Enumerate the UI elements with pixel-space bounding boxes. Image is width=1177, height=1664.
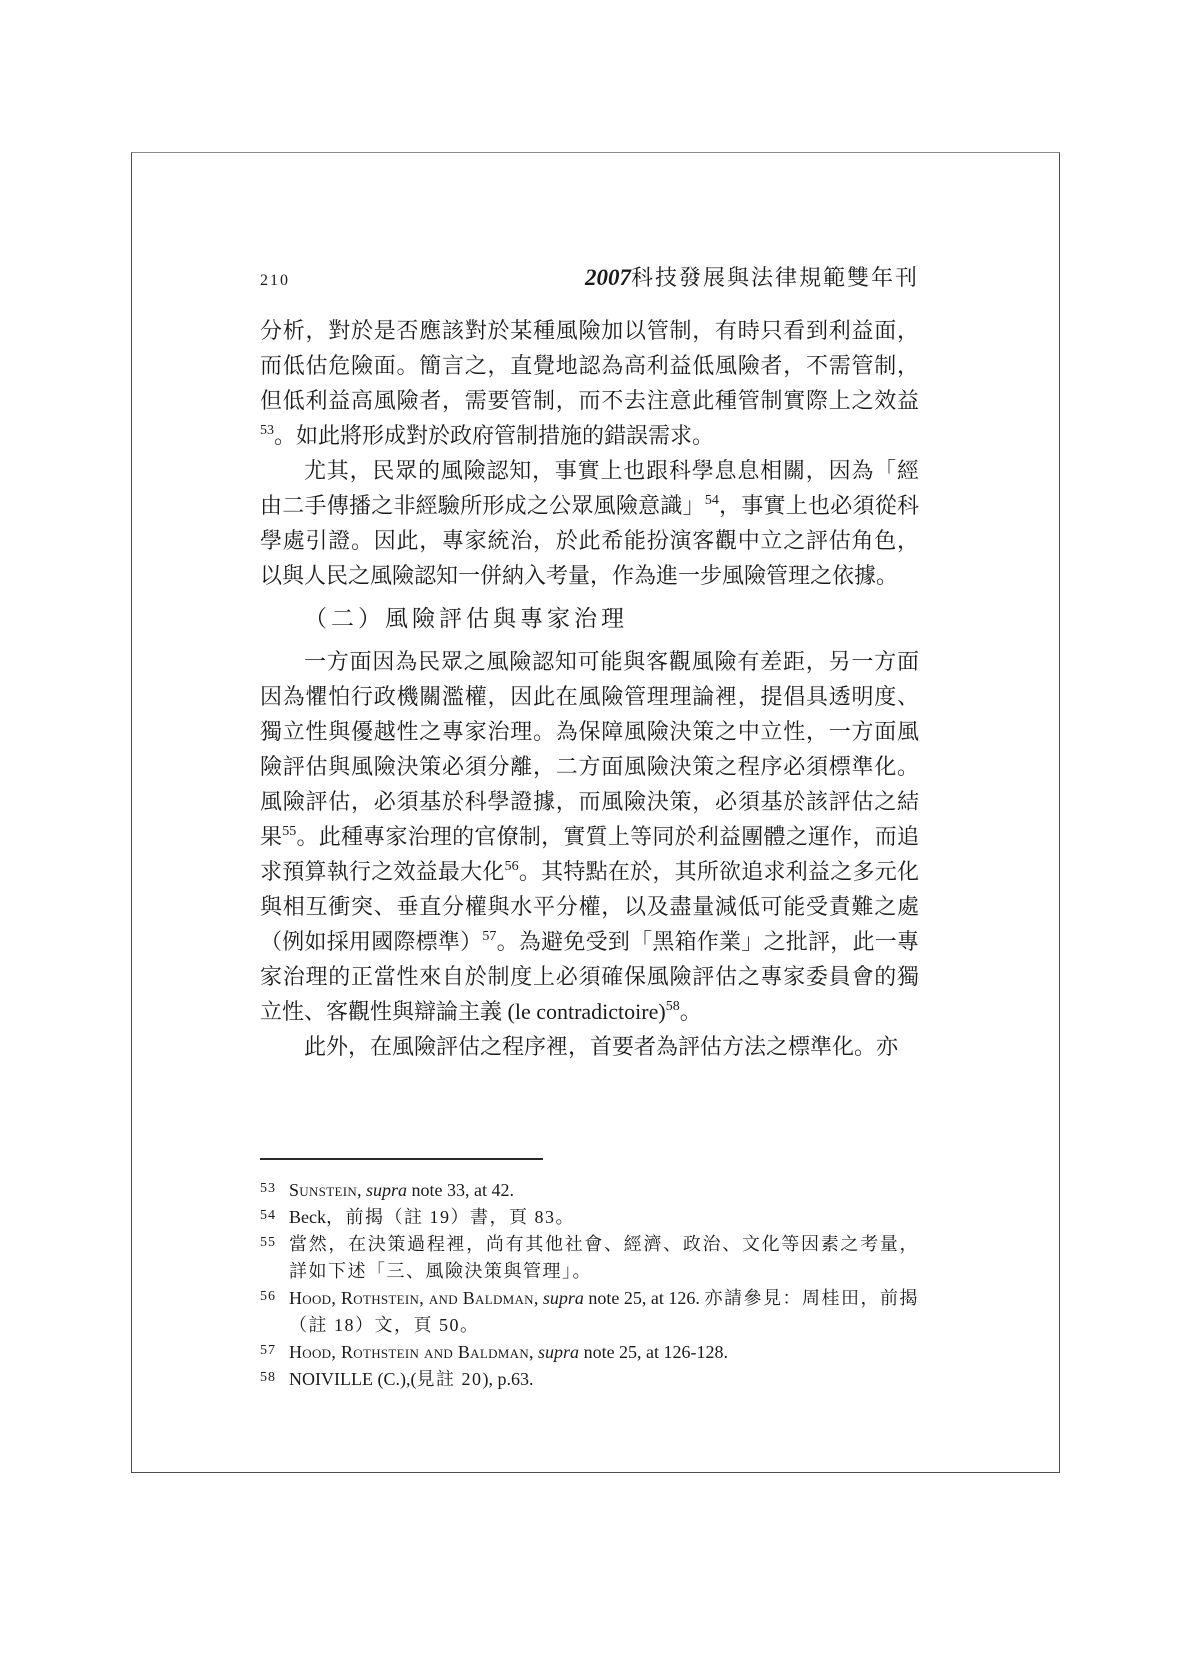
footnote-text: [289, 1231, 919, 1285]
footnote-ref: 57: [482, 929, 497, 944]
footnote-ref: 55: [282, 824, 297, 839]
footnote-number: 58: [260, 1370, 276, 1385]
footnote-item: [260, 1231, 919, 1285]
text-segment: Hood, Rothstein, and Baldman: [289, 1288, 534, 1308]
footnote-number: 56: [260, 1289, 276, 1304]
page-frame: [131, 152, 1060, 1473]
footnote-text: [289, 1177, 919, 1204]
footnote-number: 55: [260, 1235, 276, 1250]
text-segment: note 25, at 126-128.: [579, 1342, 729, 1362]
text-segment: 。: [679, 999, 702, 1024]
footnote-separator: [260, 1158, 543, 1160]
text-segment: supra: [542, 1288, 584, 1308]
text-segment: ,: [533, 1288, 543, 1308]
footnote-item: [260, 1204, 919, 1231]
text-segment: 當然，在決策過程裡，尚有其他社會、經濟、政治、文化等因素之考量，詳如下述「三、風險決策與管理」。: [289, 1234, 919, 1281]
text-segment: Sunstein: [289, 1180, 358, 1200]
text-segment: supra: [366, 1180, 408, 1200]
footnote-ref: 58: [665, 999, 680, 1014]
text-segment: 。如此將形成對於政府管制措施的錯誤需求。: [274, 423, 715, 448]
footnote-number: 54: [260, 1208, 276, 1223]
page-header: [260, 261, 919, 292]
paragraph: [260, 644, 919, 1029]
text-segment: Beck: [289, 1207, 326, 1227]
text-segment: 見註 20: [416, 1369, 483, 1389]
text-segment: ，前揭（註 19）書，頁 83。: [325, 1207, 575, 1227]
footnote-item: [260, 1285, 919, 1339]
footnote-text: [289, 1339, 919, 1366]
text-segment: ,: [529, 1342, 539, 1362]
paragraph: [260, 453, 919, 593]
text-segment: Hood, Rothstein and Baldman: [289, 1342, 530, 1362]
text-segment: 亦請參見：周桂田，前揭（註 18）文，頁 50。: [289, 1288, 920, 1335]
footnote-text: [289, 1204, 919, 1231]
text-segment: ，事實上也必須從科學處引證。因此，專家統治，於此希能扮演客觀中立之評估角色，以與人民之風險認知一併納入考量，作為進一步風險管理之依據。: [260, 493, 919, 588]
text-segment: NOIVILLE (C.),(: [289, 1369, 417, 1389]
text-segment: 。為避免受到「黑箱作業」之批評，此一專家治理的正當性來自於制度上必須確保風險評估之專家委員會的獨立性、客觀性與辯論主義 (le contradictoire): [260, 929, 919, 1024]
footnote-item: [260, 1177, 919, 1204]
text-segment: 一方面因為民眾之風險認知可能與客觀風險有差距，另一方面因為懼怕行政機關濫權，因此在風險管理理論裡，提倡具透明度、獨立性與優越性之專家治理。為保障風險決策之中立性，一方面風險評估與風險決策必須分離，二方面風險決策之程序必須標準化。風險評估，必須基於科學證據，而風險決策，必須基於該評估之結果: [260, 649, 919, 849]
footnote-ref: 56: [504, 859, 519, 874]
text-segment: 此外，在風險評估之程序裡，首要者為評估方法之標準化。亦: [304, 1034, 899, 1059]
footnote-item: [260, 1339, 919, 1366]
footnote-ref: 54: [704, 493, 719, 508]
text-segment: 。此種專家治理的官僚制，實質上等同於利益團體之運作，而追求預算執行之效益最大化: [260, 824, 919, 884]
text-segment: note 33, at 42.: [407, 1180, 515, 1200]
footnote-number: 53: [260, 1181, 276, 1196]
page-number: 210: [260, 272, 290, 289]
text-segment: ,: [357, 1180, 367, 1200]
text-segment: note 25, at 126.: [583, 1288, 705, 1308]
body-text: [260, 313, 919, 1064]
text-segment: 尤其，民眾的風險認知，事實上也跟科學息息相關，因為「經由二手傳播之非經驗所形成之公眾風險意識」: [260, 458, 919, 518]
section-heading: （二）風險評估與專家治理: [304, 606, 628, 631]
footnote-text: [289, 1366, 919, 1393]
paragraph: [260, 1029, 919, 1064]
journal-title-text: 科技發展與法律規範雙年刊: [630, 265, 919, 290]
footnote-ref: 53: [260, 423, 274, 438]
text-segment: 。其特點在於，其所欲追求利益之多元化與相互衝突、垂直分權與水平分權，以及盡量減低可能受責難之處（例如採用國際標準）: [260, 859, 919, 954]
journal-title-year: 2007: [584, 265, 631, 290]
text-segment: ), p.63.: [482, 1369, 534, 1389]
journal-title: [585, 261, 919, 292]
footnote-item: [260, 1366, 919, 1393]
paragraph: [260, 313, 919, 453]
footnote-text: [289, 1285, 919, 1339]
footnotes: [260, 1177, 919, 1393]
text-segment: 分析，對於是否應該對於某種風險加以管制，有時只看到利益面，而低估危險面。簡言之，直覺地認為高利益低風險者，不需管制，但低利益高風險者，需要管制，而不去注意此種管制實際上之效益: [260, 318, 919, 413]
footnote-number: 57: [260, 1343, 276, 1358]
text-segment: supra: [538, 1342, 580, 1362]
